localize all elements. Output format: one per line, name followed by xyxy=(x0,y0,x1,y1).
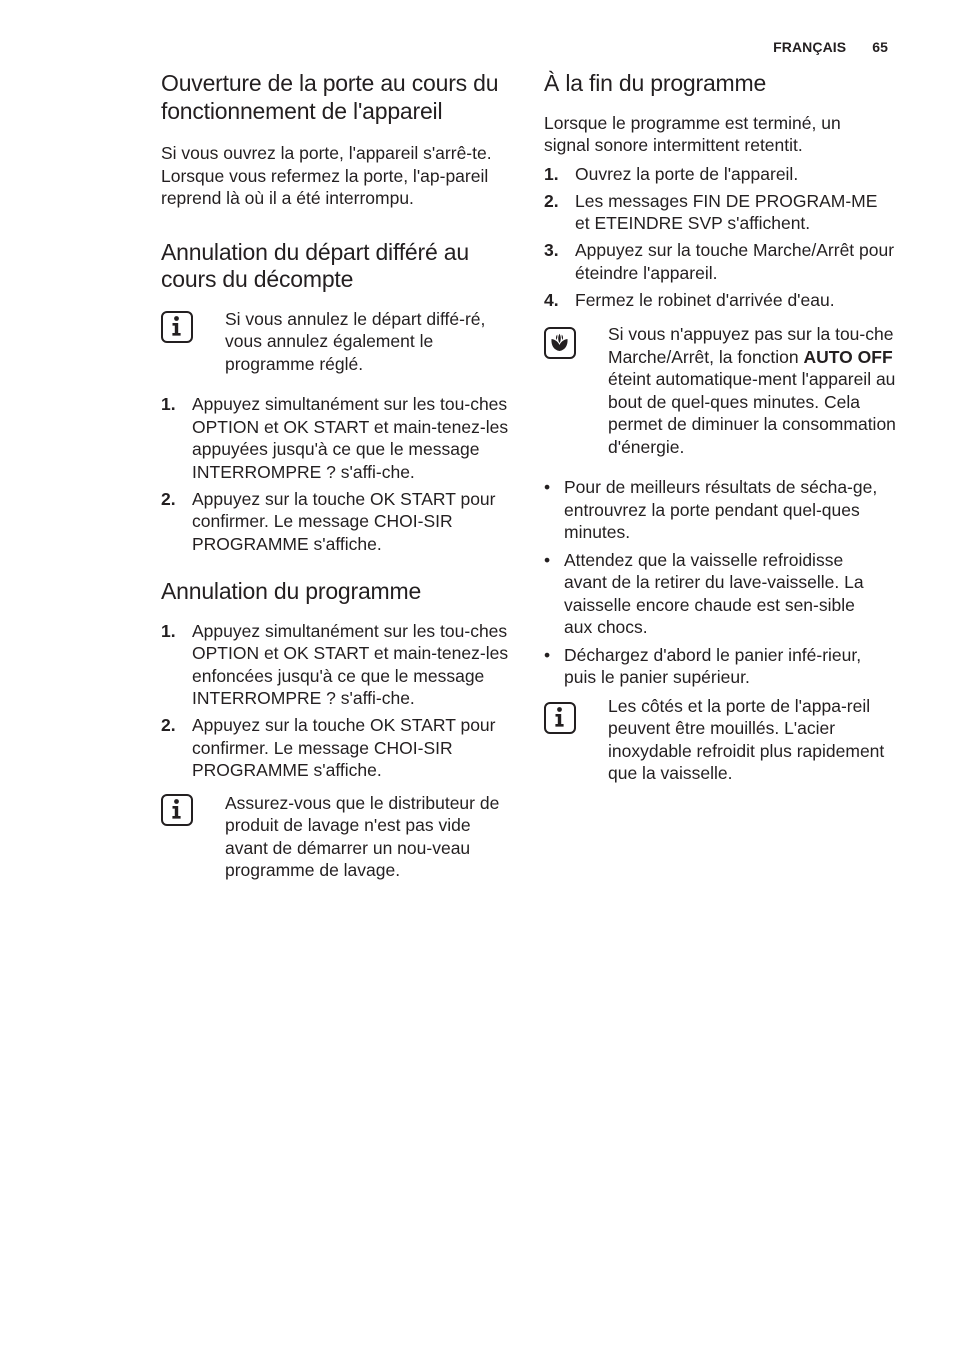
bullet: • xyxy=(544,549,551,570)
bullet: • xyxy=(544,477,551,497)
cancel-program-steps xyxy=(161,620,517,782)
list-item xyxy=(544,549,880,639)
eco-note-text-after: éteint automatique-ment l'appareil au bout de quel-ques minutes. Cela permet de diminuer la consommation d'énergie. xyxy=(608,369,896,457)
info-note-text: Les côtés et la porte de l'appa-reil peuvent être mouillés. L'acier inoxydable refroidit plus rapidement que la vaisselle. xyxy=(608,695,885,783)
section-label: FRANÇAIS xyxy=(773,39,847,55)
step-text: Les messages FIN DE PROGRAM-ME et ETEINDRE SVP s'affichent. xyxy=(575,190,878,233)
step-number: 2. xyxy=(161,488,176,509)
step-number: 4. xyxy=(544,289,559,310)
section-title-door-opening: Ouverture de la porte au cours du fonctionnement de l'appareil xyxy=(161,70,499,124)
end-of-program-steps xyxy=(544,163,900,312)
tips-list xyxy=(544,476,896,689)
list-item xyxy=(544,239,900,284)
eco-note-text-before: Si vous n'appuyez pas sur la tou-che Marche/Arrêt, la fonction xyxy=(608,324,894,367)
info-icon xyxy=(161,311,193,343)
tip-text: Pour de meilleurs résultats de sécha-ge, entrouvrez la porte pendant quel-ques minutes. xyxy=(564,477,878,542)
step-number: 2. xyxy=(544,190,559,211)
list-item xyxy=(161,620,517,710)
step-text: Appuyez simultanément sur les tou-ches OPTION et OK START et main-tenez-les enfoncées jusqu'à ce que le message INTERROMPRE ? s'affi-che. xyxy=(192,620,509,708)
info-note-moisture xyxy=(544,695,898,785)
end-of-program-intro: Lorsque le programme est terminé, un signal sonore intermittent retentit. xyxy=(544,112,841,155)
list-item xyxy=(544,190,880,235)
list-item xyxy=(161,393,517,483)
step-number: 3. xyxy=(544,240,559,260)
section-title-end-of-program: À la fin du programme xyxy=(544,70,767,96)
tip-text: Attendez que la vaisselle refroidisse avant de la retirer du lave-vaisselle. La vaisselle encore chaude est sen-sible aux chocs. xyxy=(564,549,864,637)
left-column xyxy=(161,70,517,882)
list-item xyxy=(544,644,884,689)
info-icon xyxy=(544,702,576,734)
bullet: • xyxy=(544,644,551,665)
auto-off-label: AUTO OFF xyxy=(803,346,893,367)
info-icon xyxy=(161,794,193,826)
info-note-cancel-delay xyxy=(161,308,511,376)
section-title-cancel-delay: Annulation du départ différé au cours du décompte xyxy=(161,238,469,292)
list-item xyxy=(544,163,900,186)
list-item xyxy=(544,476,896,544)
right-column xyxy=(544,70,900,785)
step-number: 1. xyxy=(161,620,176,641)
section-title-cancel-program: Annulation du programme xyxy=(161,578,422,604)
info-note-text: Si vous annulez le départ diffé-ré, vous annulez également le programme réglé. xyxy=(225,308,486,374)
eco-note xyxy=(544,323,898,458)
page-header xyxy=(773,39,888,55)
step-text: Ouvrez la porte de l'appareil. xyxy=(575,163,799,184)
step-number: 1. xyxy=(544,163,559,184)
list-item xyxy=(161,714,517,782)
door-opening-text: Si vous ouvrez la porte, l'appareil s'arrê-te. Lorsque vous refermez la porte, l'ap-pareil reprend là où il a été interrompu. xyxy=(161,143,492,208)
step-text: Appuyez sur la touche OK START pour confirmer. Le message CHOI-SIR PROGRAMME s'affiche. xyxy=(192,715,496,780)
list-item xyxy=(544,289,900,312)
step-number: 2. xyxy=(161,715,176,735)
step-text: Appuyez simultanément sur les tou-ches OPTION et OK START et main-tenez-les appuyées jusqu'à ce que le message INTERROMPRE ? s'affi-che. xyxy=(192,394,509,482)
step-text: Appuyez sur la touche Marche/Arrêt pour éteindre l'appareil. xyxy=(575,240,895,283)
step-text: Appuyez sur la touche OK START pour confirmer. Le message CHOI-SIR PROGRAMME s'affiche. xyxy=(192,488,496,554)
cancel-delay-steps xyxy=(161,393,517,555)
step-number: 1. xyxy=(161,394,176,414)
list-item xyxy=(161,488,517,556)
info-note-text: Assurez-vous que le distributeur de produit de lavage n'est pas vide avant de démarrer un nou-veau programme de lavage. xyxy=(225,792,500,880)
info-note-detergent xyxy=(161,792,515,882)
page-number: 65 xyxy=(872,39,888,55)
eco-leaf-icon xyxy=(544,327,576,359)
step-text: Fermez le robinet d'arrivée d'eau. xyxy=(575,289,835,310)
tip-text: Déchargez d'abord le panier infé-rieur, puis le panier supérieur. xyxy=(564,644,862,687)
